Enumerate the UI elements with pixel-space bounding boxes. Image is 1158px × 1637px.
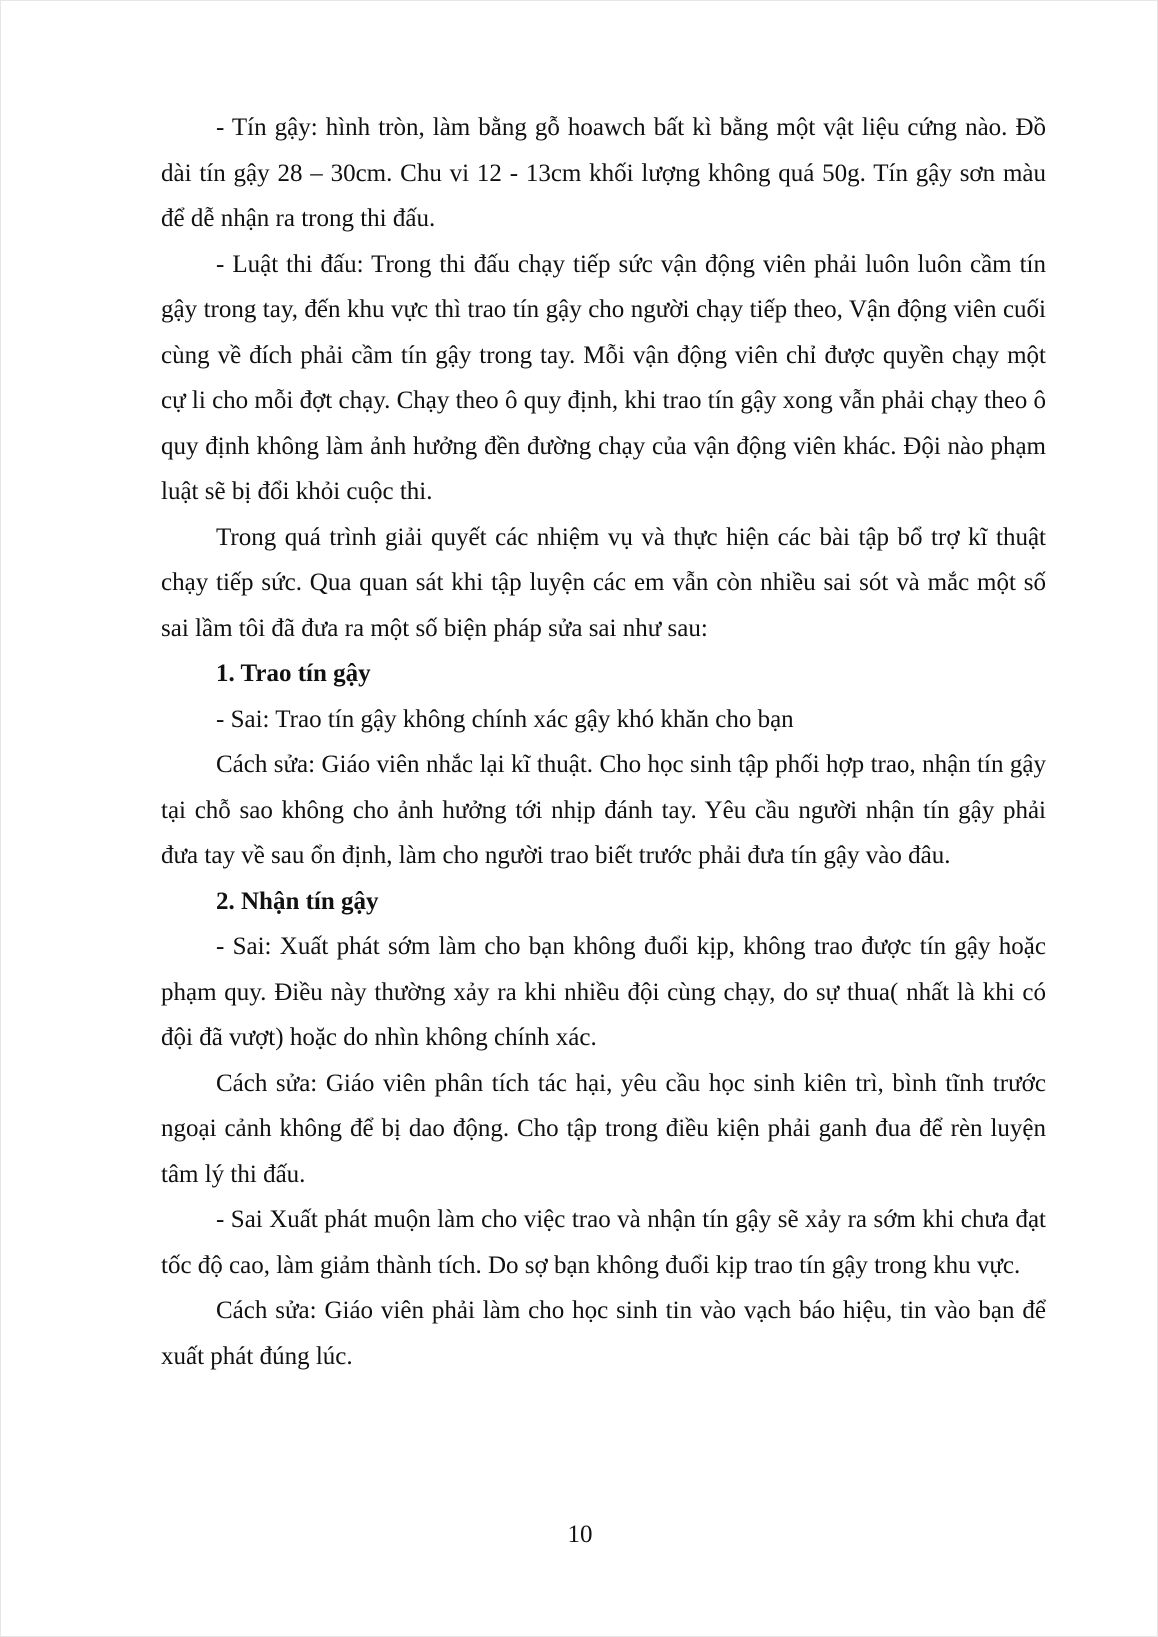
paragraph-late-start-fix: Cách sửa: Giáo viên phải làm cho học sinh tin vào vạch báo hiệu, tin vào bạn để xuất phát đúng lúc. (161, 1297, 1046, 1370)
paragraph-late-start-error: - Sai Xuất phát muộn làm cho việc trao và nhận tín gậy sẽ xảy ra sớm khi chưa đạt tốc độ cao, làm giảm thành tích. Do sợ bạn không đuổi kịp trao tín gậy trong khu vực. (161, 1206, 1046, 1279)
paragraph-baton-spec: - Tín gậy: hình tròn, làm bằng gỗ hoawch bất kì bằng một vật liệu cứng nào. Đồ dài tín gậy 28 – 30cm. Chu vi 12 - 13cm khối lượng không quá 50g. Tín gậy sơn màu để dễ nhận ra trong thi đấu. (161, 114, 1046, 232)
heading-receiving-baton: 2. Nhận tín gậy (216, 887, 379, 915)
page-number: 10 (567, 1521, 593, 1548)
paragraph-early-start-fix: Cách sửa: Giáo viên phân tích tác hại, yêu cầu học sinh kiên trì, bình tĩnh trước ngoại cảnh không để bị dao động. Cho tập trong điều kiện phải ganh đua để rèn luyện tâm lý thi đấu. (161, 1069, 1046, 1188)
paragraph-passing-fix: Cách sửa: Giáo viên nhắc lại kĩ thuật. Cho học sinh tập phối hợp trao, nhận tín gậy tại chỗ sao không cho ảnh hưởng tới nhịp đánh tay. Yêu cầu người nhận tín gậy phải đưa tay về sau ổn định, làm cho người trao biết trước phải đưa tín gậy vào đâu. (161, 751, 1046, 869)
heading-passing-baton: 1. Trao tín gậy (216, 660, 371, 687)
paragraph-intro-corrections: Trong quá trình giải quyết các nhiệm vụ và thực hiện các bài tập bổ trợ kĩ thuật chạy tiếp sức. Qua quan sát khi tập luyện các em vẫn còn nhiều sai sót và mắc một số sai lầm tôi đã đưa ra một số biện pháp sửa sai như sau: (161, 523, 1046, 642)
paragraph-early-start-error: - Sai: Xuất phát sớm làm cho bạn không đuổi kịp, không trao được tín gậy hoặc phạm quy. Điều này thường xảy ra khi nhiều đội cùng chạy, do sự thua( nhất là khi có đội đã vượt) hoặc do nhìn không chính xác. (161, 933, 1046, 1051)
paragraph-passing-error: - Sai: Trao tín gậy không chính xác gậy khó khăn cho bạn (216, 705, 794, 733)
document-body (161, 105, 1046, 1379)
paragraph-competition-rules: - Luật thi đấu: Trong thi đấu chạy tiếp sức vận động viên phải luôn luôn cầm tín gậy trong tay, đến khu vực thì trao tín gậy cho người chạy tiếp theo, Vận động viên cuối cùng về đích phải cầm tín gậy trong tay. Mỗi vận động viên chỉ được quyền chạy một cự li cho mỗi đợt chạy. Chạy theo ô quy định, khi trao tín gậy xong vẫn phải chạy theo ô quy định không làm ảnh hưởng đền đường chạy của vận động viên khác. Đội nào phạm luật sẽ bị đổi khỏi cuộc thi. (161, 250, 1046, 505)
